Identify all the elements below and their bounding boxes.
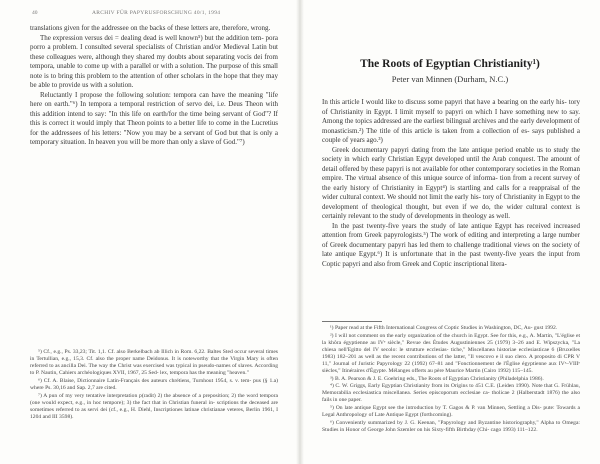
footnote: ⁵) On late antique Egypt see the introduction by T. Gagos & P. van Minnen, Settling a Dis- pute: Towards a Legal Anthropology of Late Antique Egypt (forthcoming). — [322, 405, 580, 419]
footnote: ²) I will not comment on the early organization of the church in Egypt. See for this, e.g., A. Martin, "L'église et la khôra égyptienne au IVᵉ siècle," Revue des Études Augustiniennes 25 (1979) 3–26 and E. Wipszycka, "La chiesa nell'Egitto del IV secolo: le strutture ecclesias- tiche," Miscellanea historiae ecclesiasticae 6 (Bruxelles 1983) 182–201 as well as the recent contributions of the latter, "Il vescovo e il suo clero. A proposito di CPR V 11," Journal of Juristic Papyrology 22 (1992) 67–81 and "Fonctionnement de l'Église égyptienne aux IVᵉ–VIIIᵉ siècles," Itinéraires d'Égypte. Mélanges offerts au père Maurice Martin (Cairo 1992) 115–145. — [322, 332, 580, 375]
footnote: ⁵) Cf., e.g., Ps. 33,23; Tit. 1,1. Cf. also Berkelbach ab Illich in Rom. 6,22. Baltes Sted occur several times in Tertullian, e.g., 15,3. Cf. also the proper name Deidonus. It is noteworthy that the Virgin Mary is often referred to as ancilla Dei. The way the Christ was exercised was typical in pseudo-names of slaves. According to P. Nautin, Cahiers archéologiques XVII, 1967, 25 Sed- lex, tempora has the meaning "heaven." — [30, 349, 278, 377]
right-body-text — [322, 98, 580, 269]
footnote: ³) B. A. Pearson & J. E. Goehring eds., The Roots of Egyptian Christianity (Philadelphia 1986). — [330, 375, 544, 382]
footnote: ⁶) Conveniently summarized by J. G. Keenan, "Papyrology and Byzantine historiography," Alpha to Omega: Studies in Honor of George John Szemler on his Sixty-fifth Birthday (Chi- cago 1993) 111–122. — [322, 419, 580, 433]
left-footnotes — [30, 349, 278, 421]
article-author: Peter van Minnen (Durham, N.C.) — [391, 74, 509, 84]
page-number: 40 — [32, 10, 38, 16]
paragraph: Reluctantly I propose the following solution: tempora can have the meaning "life here on earth."⁶) In tempora a temporal restriction of servo dei, i.e. Deus Theon with this addition intend to say: "In this life on earth/for the time being servant of God"? If this is correct it would imply that Theon points to a better life to come in the Lucretius for the addressees of his letters: "Now you may be a servant of God but that is only a temporary situation. In heaven you will be more than only a slave of God."⁷) — [30, 90, 278, 146]
footnote-divider — [322, 321, 382, 322]
footnote: ⁷) A pun of my very tentative interpretation p(radit) 2) the absence of a preposition; 2) the word tempora (one would expect, e.g., in hoc tempore); 3) the fact that in Christian funeral in- scriptions the deceased are sometimes referred to as servi dei (cf., e.g., H. Diehl, Inscriptiones latinae christianae veteres, Berlin 1961, I 1204 and III 3598). — [30, 392, 278, 420]
left-body-text — [30, 24, 278, 148]
footnote: ⁴) C. W. Griggs, Early Egyptian Christianity from its Origins to 451 C.E. (Leiden 1990). Note that G. Frühlau, Memorabilia ecclesiastica miscellanea. Series episcoporum ecclesiae ca- tholicae 2 (Halberstadt 1876) the also fails in one paper. — [322, 383, 580, 404]
paragraph: Greek documentary papyri dating from the late antique period enable us to study the society in which early Christian Egypt developed until the Arab conquest. The amount of detail offered by these papyri is not available for other contemporary societies in the Roman empire. The virtual absence of this unique source of informa- tion from a recent survey of the early history of Christianity in Egypt⁴) is startling and calls for a reappraisal of the wider cultural context. We should not limit the early his- tory of Christianity in Egypt to the development of theological thought, but even if we do, the wider cultural context is certainly relevant to the study of developments in theology as well. — [322, 145, 581, 220]
journal-title: ARCHIV FÜR PAPYRUSFORSCHUNG 40/1, 1994 — [92, 10, 221, 16]
book-gutter — [296, 0, 304, 464]
footnote: ¹) Paper read at the Fifth International Congress of Coptic Studies in Washington, DC, Au- gust 1992. — [330, 325, 558, 331]
running-head — [32, 10, 282, 20]
paragraph: The expression versus dei = dealing dead is well known⁵) but the addition tem- pora porro a problem. I consulted several specialists of Christian and/or Medieval Latin but these colleagues were, although they shared my doubts about separating vocis dei from tempora, unable to come up with a parallel or with a solution. The purpose of this small note is to bring this problem to the attention of other scholars in the hope that they may be able to provide us with a solution. — [30, 33, 278, 89]
right-footnotes — [322, 325, 580, 434]
paragraph: In the past twenty-five years the study of late antique Egypt has received increased attention from Greek papyrologists.⁵) The work of editing and interpreting a large number of Greek documentary papyri has led them to challenge traditional views on the society of late antique Egypt.⁶) It is unfortunate that in the past twenty-five years the input from Coptic papyri and also from Greek and Coptic inscriptional litera- — [322, 221, 580, 268]
paragraph: In this article I would like to discuss some papyri that have a bearing on the early his- tory of Christianity in Egypt. I limit myself to papyri on which I have something new to say. Among the topics addressed are the earliest bilingual archives and the early development of monasticism.²) The title of this article is taken from a collection of es- says published a couple of years ago.³) — [322, 98, 580, 144]
paragraph: translations given for the addressee on the backs of these letters are, therefore, wrong. — [30, 24, 271, 32]
footnote: ⁶) Cf. A. Blaise, Dictionnaire Latin-Français des auteurs chrétiens, Turnhout 1954, s. v. tem- pus (§ 1.a) where Ps. 30,16 and Sap. 2,7 are cited. — [30, 377, 278, 391]
article-title: The Roots of Egyptian Christianity¹) — [360, 58, 540, 70]
right-page — [300, 0, 600, 464]
